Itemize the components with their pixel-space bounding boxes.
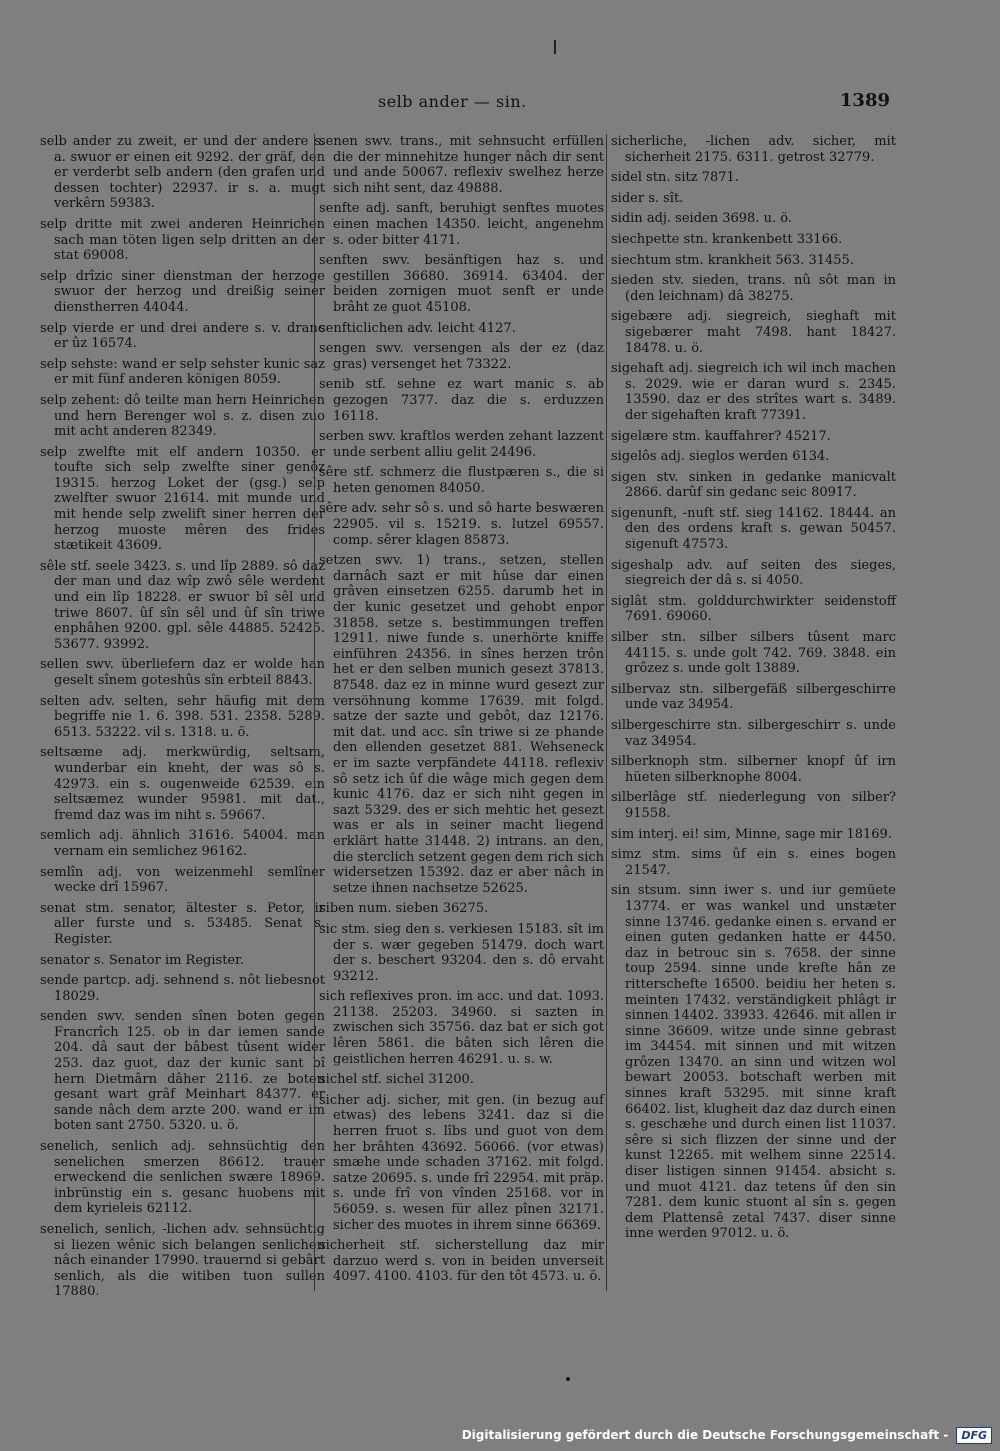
- page-dot: [566, 1377, 570, 1381]
- dictionary-entry: silberknoph stm. silberner knopf ûf irn hüeten silberknophe 8004.: [611, 754, 896, 785]
- dictionary-entry: senelich, senlich, -lichen adv. sehnsüchtig si liezen wênic sich belangen senlichen nâch einander 17990. trauernd si gebârt senlich, als die witiben tuon sullen 17880.: [40, 1222, 325, 1300]
- footer-text: Digitalisierung gefördert durch die Deutsche Forschungsgemeinschaft -: [461, 1428, 949, 1442]
- dictionary-entry: sim interj. ei! sim, Minne, sage mir 18169.: [611, 826, 892, 842]
- dictionary-entry: selp zwelfte mit elf andern 10350. er toufte sich selp zwelfte siner genôz 19315. herzog Loket der (gsg.) selp zwelfter swuor 21614. mit munde und mit hende selp zwelift siner herren der herzog muoste mêren des frides stætikeit 43609.: [40, 444, 325, 554]
- dictionary-entry: silbergeschirre stn. silbergeschirr s. unde vaz 34954.: [611, 718, 896, 749]
- dictionary-entry: sider s. sît.: [611, 190, 684, 206]
- dictionary-entry: simz stm. sims ûf ein s. eines bogen 21547.: [611, 847, 896, 878]
- running-head: selb ander — sin.: [378, 92, 527, 111]
- page-number: 1389: [839, 90, 890, 111]
- dictionary-entry: sieden stv. sieden, trans. nû sôt man in (den leichnam) dâ 38275.: [611, 273, 896, 304]
- dictionary-entry: senib stf. sehne ez wart manic s. ab gezogen 7377. daz die s. erduzzen 16118.: [319, 377, 604, 424]
- dictionary-entry: selp dritte mit zwei anderen Heinrichen sach man töten ligen selp dritten an der stat 69008.: [40, 216, 325, 264]
- dictionary-entry: sin stsum. sinn iwer s. und iur gemüete 13774. er was wankel und unstæter sinne 13746. gedanke einen s. ervand er einen guten gedanken hatte er 4450. daz in betrouc sin s. 7658. der sinne toup 2594. sinne unde krefte hân ze ritterschefte 16500. beidiu her heten s. meinten 17432. verständigkeit phlâgt ir sinnen 14402. 33933. 42646. mit allen ir sinne 36609. witze unde sinne gebrast im 34454. mit sinnen und mit witzen grôzen 13470. an sinn und witzen wol bewart 20053. botschaft werben mit sinnes kraft 53295. mit sinne kraft 66402. list, klugheit daz daz durch einen s. geschæhe und durch einen list 11037. sêre si sich flizzen der sinne und der kunst 12265. mit welhem sinne 22514. diser listigen sinnen 91454. absicht s. und muot 4121. daz tetens ûf den sin 7281. dem kunic stuont al sîn s. gegen dem Plattensê zetal 7437. diser sinne inne werden 97012. u. ö.: [611, 883, 896, 1242]
- dictionary-entry: sêre stf. schmerz die flustpæren s., die si heten genomen 84050.: [319, 465, 604, 496]
- dictionary-entry: silberlâge stf. niederlegung von silber? 91558.: [611, 790, 896, 821]
- dictionary-entry: sigeshalp adv. auf seiten des sieges, siegreich der dâ s. si 4050.: [611, 557, 896, 589]
- dictionary-entry: setzen swv. 1) trans., setzen, stellen darnâch sazt er mit hûse dar einen grâven einsetzen 6255. darumb het in der kunic gesetzet und gehobt enpor 31858. setze s. bestimmungen treffen 12911. niwe funde s. unerhörte kniffe einführen 24356. in sînes herzen trôn het er den selben munich gesezt 37813. 87548. daz ez in minne wurd gesezt zur versöhnung komme 17639. mit folgd. satze der sazte und gebôt, daz 12176. mit dat. und acc. sîn triwe si ze phande den ellenden gesetzet 881. Wehseneck er im sazte verpfändete 44118. reflexiv sô setz ich ûf die wâge mich gegen dem kunic 4176. daz er sich niht gegen in sazt 5329. des er sich mehtic het gesezt was er als in seiner macht liegend erklärt hatte 31448. 2) intrans. an den, die sterclich setzent gegen dem rich sich widersetzen 15392. daz er aber nâch in setze ihnen nachsetze 52625.: [319, 553, 605, 896]
- binding-mark: [554, 40, 556, 54]
- dictionary-entry: selp drîzic siner dienstman der herzoge swuor der herzog und dreißig seiner dienstherren 44044.: [40, 268, 325, 315]
- dictionary-entry: senfte adj. sanft, beruhigt senftes muotes einen machen 14350. leicht, angenehm s. oder bitter 4171.: [319, 201, 604, 248]
- dictionary-entry: sêre adv. sehr sô s. und sô harte beswæren 22905. vil s. 15219. s. lutzel 69557. comp. sêrer klagen 85873.: [319, 501, 604, 548]
- dictionary-entry: senelich, senlich adj. sehnsüchtig den senelichen smerzen 86612. trauer erweckend die senlichen swære 18969. inbrünstig ein s. gesanc huobens mit dem kyrieleis 62112.: [40, 1139, 325, 1217]
- dictionary-entry: sêle stf. seele 3423. s. und lîp 2889. sô daz der man und daz wîp zwô sêle werdent und ein lîp 18228. er swuor bî sêl und triwe 8607. ûf sîn sêl und ûf sîn triwe enphâhen 9200. gpl. sêle 44885. 52425. 53677. 93992.: [40, 558, 325, 652]
- dictionary-entry: sichel stf. sichel 31200.: [319, 1072, 474, 1088]
- dictionary-entry: senfticlichen adv. leicht 4127.: [319, 320, 516, 336]
- dictionary-entry: selp zehent: dô teilte man hern Heinrichen und hern Berenger wol s. z. disen zuo mit acht anderen 82349.: [40, 392, 325, 440]
- dictionary-entry: senften swv. besänftigen haz s. und gestillen 36680. 36914. 63404. der beiden zornigen muot senft er unde brâht ze guot 45108.: [319, 253, 604, 315]
- dictionary-entry: sengen swv. versengen als der ez (daz gras) versenget het 73322.: [319, 341, 604, 372]
- dictionary-entry: sich reflexives pron. im acc. und dat. 1093. 21138. 25203. 34960. si sazten in zwischen sich 35756. daz bat er sich got lêren 5861. die bâten sich lêren die geistlichen herren 46291. u. s. w.: [319, 989, 604, 1067]
- column-1: [40, 134, 325, 1300]
- dictionary-entry: senden swv. senden sînen boten gegen Francrîch 125. ob in dar iemen sande 204. dâ saut der bâbest tûsent wider 253. daz guot, daz der kunic sant bî hern Dietmârn dâher 2116. ze boten gesant wart grâf Meinhart 84377. er sande nâch dem arzte 200. wand er im boten sant 2750. 5320. u. ö.: [40, 1009, 325, 1134]
- dictionary-entry: senat stm. senator, ältester s. Petor, ir aller furste und s. 53485. Senat s. Register.: [40, 900, 325, 947]
- dictionary-entry: senator s. Senator im Register.: [40, 952, 245, 968]
- dictionary-entry: siben num. sieben 36275.: [319, 901, 489, 917]
- dictionary-entry: sigelôs adj. sieglos werden 6134.: [611, 449, 830, 465]
- dictionary-entry: sigen stv. sinken in gedanke manicvalt 2866. darûf sin gedanc seic 80917.: [611, 469, 896, 501]
- column-3: [606, 134, 896, 1291]
- dictionary-entry: sigenunft, -nuft stf. sieg 14162. 18444. an den des ordens kraft s. gewan 50457. sigenuft 47573.: [611, 505, 896, 553]
- dictionary-entry: senen swv. trans., mit sehnsucht erfüllen die der minnehitze hunger nâch dir sent und ande 50067. reflexiv swelhez herze sich niht sent, daz 49888.: [319, 134, 604, 196]
- dictionary-entry: sigehaft adj. siegreich ich wil inch machen s. 2029. wie er daran wurd s. 2345. 13590. daz er des strîtes wart s. 3489. der sigehaften kraft 77391.: [611, 361, 896, 423]
- dictionary-entry: sellen swv. überliefern daz er wolde han geselt sînem goteshûs sîn erbteil 8843.: [40, 657, 325, 688]
- dictionary-entry: sigelære stm. kauffahrer? 45217.: [611, 428, 831, 444]
- page-header: [0, 90, 1000, 118]
- dictionary-entry: sicherliche, -lichen adv. sicher, mit sicherheit 2175. 6311. getrost 32779.: [611, 134, 896, 165]
- dictionary-entry: sic stm. sieg den s. verkiesen 15183. sît im der s. wær gegeben 51479. doch wart der s. beschert 93204. den s. dô ervaht 93212.: [319, 921, 604, 984]
- dictionary-entry: sicherheit stf. sicherstellung daz mir darzuo werd s. von in beiden unverseit 4097. 4100. 4103. für den tôt 4573. u. ö.: [319, 1238, 604, 1285]
- dictionary-entry: serben swv. kraftlos werden zehant lazzent unde serbent alliu gelit 24496.: [319, 429, 604, 460]
- dictionary-entry: selten adv. selten, sehr häufig mit dem begriffe nie 1. 6. 398. 531. 2358. 5289. 6513. 53222. vil s. 1318. u. ö.: [40, 693, 325, 740]
- dictionary-entry: siechtum stm. krankheit 563. 31455.: [611, 252, 854, 268]
- dictionary-entry: siglât stm. golddurchwirkter seidenstoff 7691. 69060.: [611, 593, 896, 625]
- dictionary-entry: semlich adj. ähnlich 31616. 54004. man vernam ein semlichez 96162.: [40, 828, 325, 859]
- dictionary-entry: seltsæme adj. merkwürdig, seltsam, wunderbar ein kneht, der was sô s. 42973. ein s. ougenweide 62539. ein seltsæmez wunder 95981. mit dat., fremd daz was im niht s. 59667.: [40, 745, 325, 823]
- dictionary-entry: silber stn. silber silbers tûsent marc 44115. s. unde golt 742. 769. 3848. ein grôzez s. unde golt 13889.: [611, 630, 896, 677]
- dictionary-entry: silbervaz stn. silbergefäß silbergeschirre unde vaz 34954.: [611, 681, 896, 713]
- dictionary-entry: selp vierde er und drei andere s. v. dranc er ûz 16574.: [40, 320, 325, 352]
- footer: [462, 1425, 992, 1445]
- dictionary-entry: sende partcp. adj. sehnend s. nôt liebesnot 18029.: [40, 973, 325, 1004]
- dictionary-entry: sigebære adj. siegreich, sieghaft mit sigebærer maht 7498. hant 18427. 18478. u. ö.: [611, 309, 896, 356]
- dictionary-entry: selp sehste: wand er selp sehster kunic saz er mit fünf anderen königen 8059.: [40, 356, 325, 388]
- dictionary-entry: sicher adj. sicher, mit gen. (in bezug auf etwas) des lebens 3241. daz si die herren fruot s. lîbs und guot von dem her brâhten 43692. 56066. (vor etwas) smæhe unde schaden 37162. mit folgd. satze 20695. s. unde frî 22954. mit präp. s. unde frî von vînden 25168. vor in 56059. s. wesen für allez pînen 32171. sicher des muotes in ihrem sinne 66369.: [319, 1092, 604, 1233]
- dictionary-entry: sidin adj. seiden 3698. u. ö.: [611, 211, 792, 227]
- dictionary-entry: selb ander zu zweit, er und der andere s. a. swuor er einen eit 9292. der gräf, den er verderbt selb andern (den grafen und dessen tochter) 22937. ir s. a. mugt verkêrn 59383.: [40, 134, 325, 212]
- column-2: [314, 134, 604, 1291]
- dictionary-entry: siechpette stn. krankenbett 33166.: [611, 231, 843, 247]
- dictionary-entry: sidel stn. sitz 7871.: [611, 170, 739, 186]
- dictionary-entry: semlîn adj. von weizenmehl semlîner wecke drî 15967.: [40, 864, 325, 896]
- dfg-logo: DFG: [956, 1427, 992, 1444]
